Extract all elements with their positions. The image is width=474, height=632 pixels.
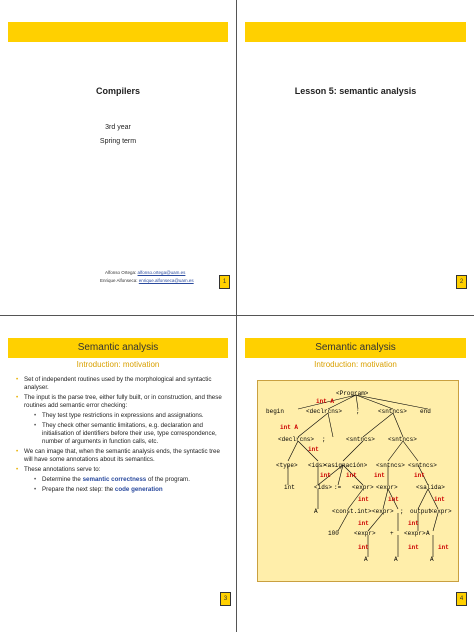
tree-node: begin — [266, 408, 285, 415]
bullet: • We can image that, when the semantic analysis ends, the syntactic tree will have some annotations about its semantics. — [16, 448, 220, 463]
slide-title: Lesson 5: semantic analysis — [294, 86, 417, 96]
tree-node: int — [284, 484, 295, 491]
annotation: int — [358, 544, 369, 551]
tree-node: <expr> — [352, 484, 374, 491]
tree-node: A — [314, 508, 318, 515]
annotation: int — [308, 446, 319, 453]
slide-1 — [0, 0, 236, 315]
sub-bullet: • Prepare the next step: the code generation — [34, 486, 163, 493]
tree-node: <ids> — [308, 462, 327, 469]
slide-2 — [237, 0, 474, 315]
tree-node: output — [410, 508, 432, 515]
tree-node: <sntncs> — [408, 462, 437, 469]
slide-3-subtitle: Introduction: motivation — [76, 360, 160, 369]
tree-node: <const.int> — [332, 508, 372, 515]
annotation: int — [434, 496, 445, 503]
annotation: int — [414, 472, 425, 479]
tree-node: <declrcns> — [306, 408, 343, 415]
tree-node: <expr> — [404, 530, 426, 537]
author-line-1: Alfonso Ortega: alfonso.ortega@uam.es — [105, 270, 186, 275]
author-2-email[interactable]: enrique.alfonseca@uam.es — [138, 278, 194, 283]
annotation: int A — [316, 398, 335, 405]
tree-node: <expr> — [430, 508, 452, 515]
sub-bullet: • They check other semantic limitations, e.g. declaration and initialisation of identifiers before their use, type correspondence, number of arguments in function calls, etc. — [34, 422, 217, 445]
tree-node: <expr> — [354, 530, 376, 537]
annotation: int — [408, 520, 419, 527]
tree-node: <sntncs> — [346, 436, 375, 443]
slide-term: Spring term — [99, 138, 137, 145]
author-line-2: Enrique Alfonseca: enrique.alfonseca@uam.es — [100, 278, 194, 283]
slide-3-title: Semantic analysis — [8, 338, 228, 358]
tree-node: <declrcns> — [278, 436, 315, 443]
page-number: 2 — [456, 275, 467, 289]
tree-node: + — [390, 530, 394, 537]
annotation: int A — [280, 424, 299, 431]
tree-node: ; — [400, 508, 404, 515]
annotation: int — [358, 520, 369, 527]
tree-node: := — [334, 484, 342, 491]
horizontal-divider — [0, 315, 474, 316]
tree-node: <sntncs> — [388, 436, 417, 443]
slide-header-bar — [245, 22, 466, 42]
tree-node: ; — [322, 436, 326, 443]
tree-node: <Program> — [336, 390, 369, 397]
slide-title: Compilers — [95, 86, 140, 96]
sub-bullet: • Determine the semantic correctness of the program. — [34, 476, 190, 483]
annotation: int — [320, 472, 331, 479]
tree-node: A — [394, 556, 398, 563]
tree-node: <expr> — [372, 508, 394, 515]
slide-header-bar — [8, 22, 228, 42]
tree-node: end — [420, 408, 431, 415]
tree-node: <sntncs> — [378, 408, 407, 415]
bullet: • The input is the parse tree, either fully built, or in construction, and these routines add semantic error checking: — [16, 394, 222, 409]
tree-node: <type> — [276, 462, 298, 469]
page-number: 3 — [220, 592, 231, 606]
bullet: • Set of independent routines used by the morphological and syntactic analyser. — [16, 376, 212, 391]
annotation: int — [346, 472, 357, 479]
slide-4-subtitle: Introduction: motivation — [314, 360, 397, 369]
author-1-email[interactable]: alfonso.ortega@uam.es — [137, 270, 186, 275]
bullet: • These annotations serve to: — [16, 466, 101, 473]
annotation: int — [408, 544, 419, 551]
tree-node: 100 — [328, 530, 339, 537]
page-number: 4 — [456, 592, 467, 606]
tree-node: <asignación> — [324, 462, 368, 469]
tree-node: <expr> — [376, 484, 398, 491]
tree-node: A — [364, 556, 368, 563]
tree-node: <salida> — [416, 484, 445, 491]
tree-node: A — [430, 556, 434, 563]
annotation: int — [438, 544, 449, 551]
sub-bullet: • They test type restrictions in expressions and assignations. — [34, 412, 204, 419]
annotation: int — [358, 496, 369, 503]
tree-node: A — [426, 530, 430, 537]
annotation: int — [374, 472, 385, 479]
slide-4-title: Semantic analysis — [245, 338, 466, 358]
tree-node: ; — [356, 408, 360, 415]
parse-tree-diagram — [257, 380, 459, 582]
slide-year: 3rd year — [105, 124, 131, 131]
tree-node: <sntncs> — [376, 462, 405, 469]
page-number: 1 — [219, 275, 230, 289]
annotation: int — [388, 496, 399, 503]
tree-node: <ids> — [314, 484, 333, 491]
slide-3-bullets — [16, 376, 226, 496]
